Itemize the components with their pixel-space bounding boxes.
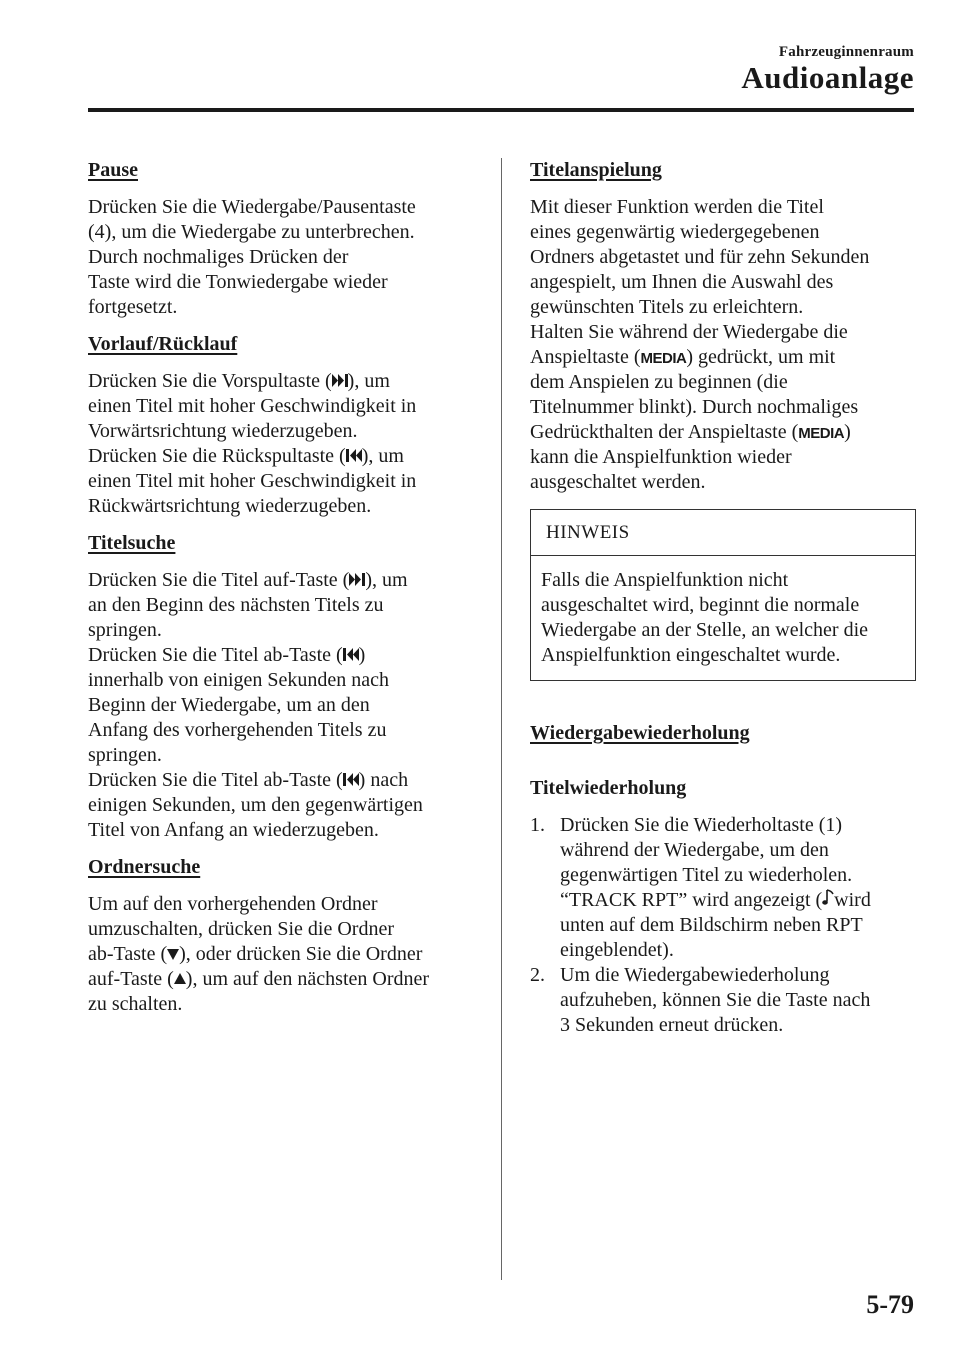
heading-forward-rewind: Vorlauf/Rücklauf (88, 333, 238, 355)
fast-forward-icon (332, 374, 348, 387)
section-title: Audioanlage (741, 60, 914, 95)
text-line: gewünschten Titels zu erleichtern. (530, 296, 804, 318)
text-line: während der Wiedergabe, um den (560, 839, 829, 861)
forward-rewind-paragraph (88, 369, 484, 519)
text-line (88, 768, 484, 793)
text-line: einigen Sekunden, um den gegenwärtigen (88, 794, 423, 816)
text-fragment: auf-Taste ( (88, 968, 174, 990)
text-line: unten auf dem Bildschirm neben RPT (560, 914, 863, 936)
text-line: eines gegenwärtig wiedergegebenen (530, 221, 820, 243)
list-number: 1. (530, 814, 545, 836)
heading-track-search: Titelsuche (88, 532, 176, 554)
subheading-track-repeat: Titelwiederholung (530, 777, 687, 799)
right-column (530, 158, 916, 1038)
text-fragment: “TRACK RPT” wird angezeigt ( (560, 889, 823, 911)
text-line: gegenwärtigen Titel zu wiederholen. (560, 864, 853, 886)
column-divider (501, 158, 502, 1280)
note-box (530, 509, 916, 681)
heading-scan: Titelanspielung (530, 159, 662, 181)
music-note-icon (822, 889, 834, 906)
text-fragment: ab-Taste ( (88, 943, 168, 965)
text-line: Durch nochmaliges Drücken der (88, 246, 349, 268)
text-line: Anfang des vorhergehenden Titels zu (88, 719, 387, 741)
text-fragment: ) (358, 644, 366, 666)
scan-paragraph (530, 195, 916, 495)
text-fragment: ), um auf den nächsten Ordner (185, 968, 430, 990)
text-fragment: ), um (365, 569, 408, 591)
text-line: Titel von Anfang an wiederzugeben. (88, 819, 379, 841)
rewind-icon (346, 449, 362, 462)
text-line: zu schalten. (88, 993, 183, 1015)
text-line: Rückwärtsrichtung wiederzugeben. (88, 495, 372, 517)
text-line: einen Titel mit hoher Geschwindigkeit in (88, 395, 417, 417)
text-line: Taste wird die Tonwiedergabe wieder (88, 271, 388, 293)
text-line: an den Beginn des nächsten Titels zu (88, 594, 384, 616)
left-column (88, 158, 484, 1029)
text-line: umzuschalten, drücken Sie die Ordner (88, 918, 395, 940)
text-line: Drücken Sie die Wiedergabe/Pausentaste (88, 196, 416, 218)
text-line (88, 643, 484, 668)
text-line: 3 Sekunden erneut drücken. (560, 1014, 784, 1036)
folder-search-paragraph (88, 892, 484, 1017)
text-line: springen. (88, 744, 162, 766)
text-line (88, 942, 484, 967)
text-fragment: ) (844, 421, 851, 443)
text-line: Drücken Sie die Wiederholtaste (1) (560, 814, 843, 836)
track-down-icon (343, 773, 359, 786)
text-line: Halten Sie während der Wiedergabe die (530, 321, 848, 343)
text-line: kann die Anspielfunktion wieder (530, 446, 792, 468)
track-up-icon (349, 573, 365, 586)
text-line: ausgeschaltet wird, beginnt die normale (541, 594, 860, 616)
track-search-paragraph (88, 568, 484, 843)
text-line: Mit dieser Funktion werden die Titel (530, 196, 824, 218)
text-line: Ordners abgetastet und für zehn Sekunden (530, 246, 870, 268)
text-line: angespielt, um Ihnen die Auswahl des (530, 271, 834, 293)
text-line: Wiedergabe an der Stelle, an welcher die (541, 619, 869, 641)
note-title: HINWEIS (531, 510, 915, 556)
heading-repeat: Wiedergabewiederholung (530, 722, 750, 744)
text-line: Beginn der Wiedergabe, um an den (88, 694, 370, 716)
triangle-up-icon (174, 973, 186, 985)
chapter-label: Fahrzeuginnenraum (778, 44, 914, 60)
text-fragment: Gedrückthalten der Anspieltaste ( (530, 421, 799, 443)
text-line (88, 444, 484, 469)
text-line: Titelnummer blinkt). Durch nochmaliges (530, 396, 859, 418)
text-fragment: ), um (347, 370, 390, 392)
heading-folder-search: Ordnersuche (88, 856, 201, 878)
list-item (530, 963, 916, 1038)
triangle-down-icon (167, 948, 179, 960)
text-line: einen Titel mit hoher Geschwindigkeit in (88, 470, 417, 492)
text-line: Um die Wiedergabewiederholung (560, 964, 830, 986)
text-line (530, 345, 916, 370)
text-line: springen. (88, 619, 162, 641)
text-fragment: Drücken Sie die Titel ab-Taste ( (88, 769, 343, 791)
text-line: fortgesetzt. (88, 296, 178, 318)
text-line: innerhalb von einigen Sekunden nach (88, 669, 390, 691)
page-number: 5-79 (866, 1290, 914, 1319)
text-line: Falls die Anspielfunktion nicht (541, 569, 789, 591)
media-button-icon: MEDIA (798, 425, 845, 442)
text-line: Vorwärtsrichtung wiederzugeben. (88, 420, 358, 442)
text-line (88, 967, 484, 992)
text-line: eingeblendet). (560, 939, 674, 961)
text-fragment: Anspieltaste ( (530, 346, 641, 368)
text-line: aufzuheben, können Sie die Taste nach (560, 989, 871, 1011)
text-line (530, 420, 916, 445)
text-fragment: Drücken Sie die Vorspultaste ( (88, 370, 332, 392)
text-fragment: wird (834, 889, 871, 911)
track-down-icon (343, 648, 359, 661)
list-number: 2. (530, 964, 545, 986)
text-fragment: Drücken Sie die Titel ab-Taste ( (88, 644, 343, 666)
text-line: ausgeschaltet werden. (530, 471, 706, 493)
text-line (560, 888, 916, 913)
text-fragment: Drücken Sie die Titel auf-Taste ( (88, 569, 350, 591)
text-fragment: ) nach (358, 769, 409, 791)
text-fragment: ), oder drücken Sie die Ordner (179, 943, 423, 965)
note-body (531, 556, 915, 680)
text-line: (4), um die Wiedergabe zu unterbrechen. (88, 221, 415, 243)
list-item (530, 813, 916, 963)
text-line (88, 568, 484, 593)
text-fragment: ), um (361, 445, 404, 467)
text-line: Um auf den vorhergehenden Ordner (88, 893, 378, 915)
text-fragment: Drücken Sie die Rückspultaste ( (88, 445, 346, 467)
header-rule (88, 108, 914, 112)
text-line (88, 369, 484, 394)
heading-pause: Pause (88, 159, 138, 181)
media-button-icon: MEDIA (640, 350, 687, 367)
text-fragment: ) gedrückt, um mit (686, 346, 836, 368)
text-line: Anspielfunktion eingeschaltet wurde. (541, 644, 841, 666)
pause-paragraph (88, 195, 484, 320)
text-line: dem Anspielen zu beginnen (die (530, 371, 788, 393)
